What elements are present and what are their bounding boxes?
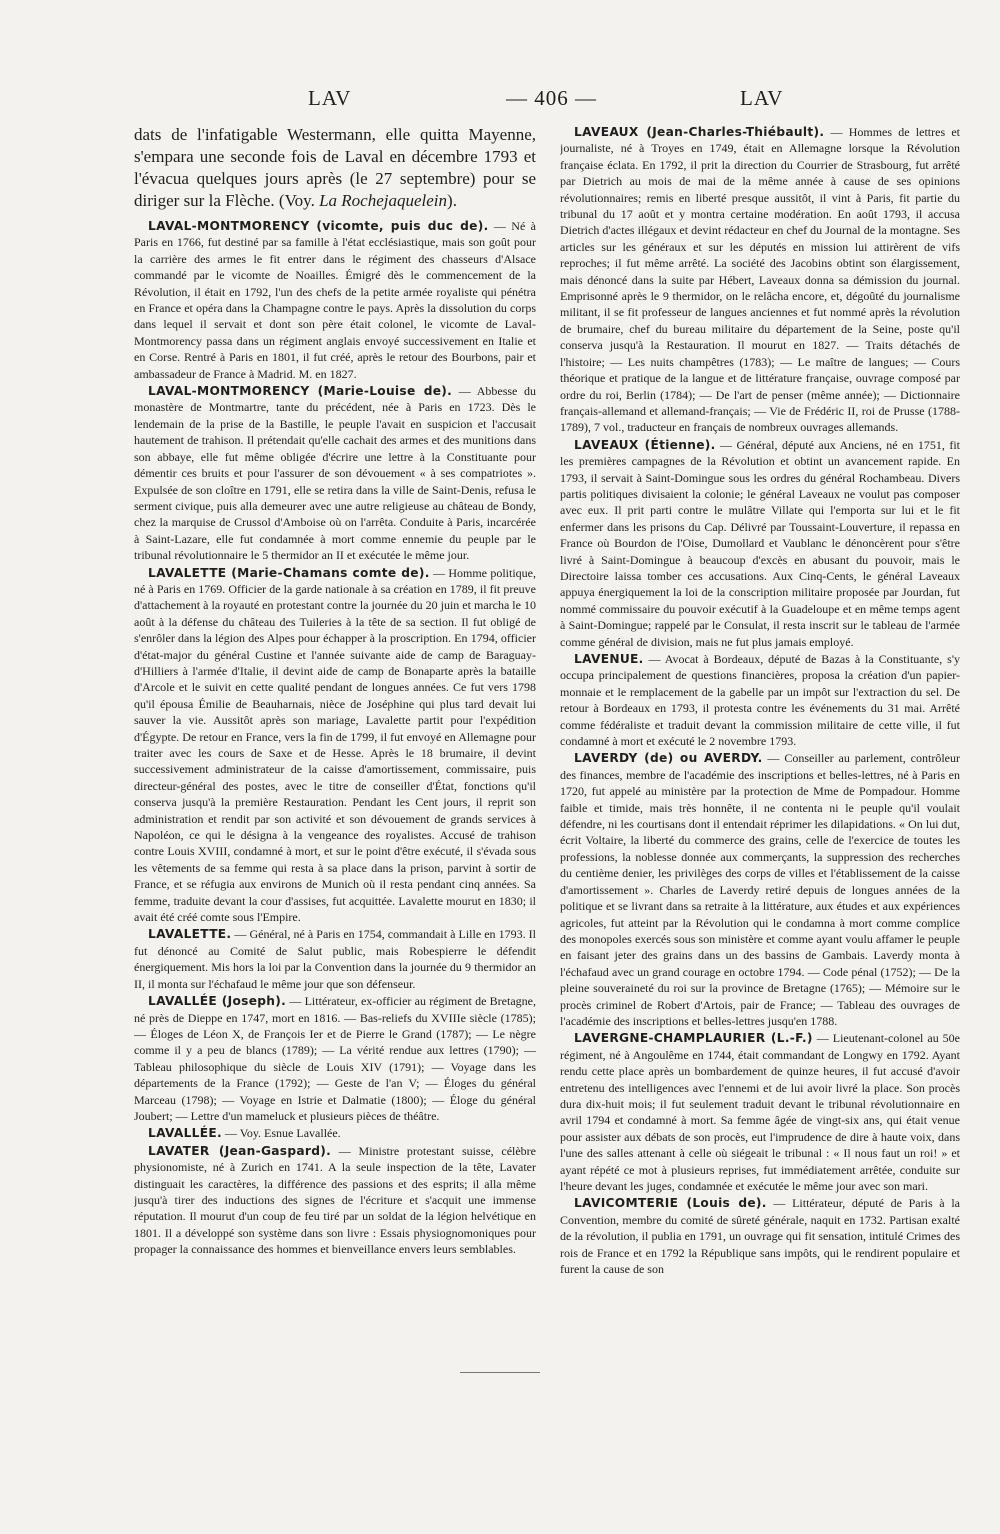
entry-headword: LAVALLÉE (Joseph). (148, 994, 287, 1009)
entry-body: — Conseiller au parlement, contrôleur des finances, membre de l'académie des inscriptions et belles-lettres, né à Paris en 1720, fut appelé au ministère par la protection de Mme de Pompadour. Homme faible et timide, mais très honnête, il ne contenta ni le peuple qu'il voulait défendre, ni les courtisans dont il entendait réprimer les dilapidations. « On lui dut, écrit Voltaire, la liberté du commerce des grains, celle de l'exercice de toutes les professions, la noblesse donnée aux commerçants, la suppression des recherches du centième denier, les privilèges des corps de villes et l'établissement de la caisse d'amortissement ». Charles de Laverdy retiré depuis de longues années de la politique et se livrant dans sa retraite à la littérature, aux études et aux expériences agricoles, fut atteint par la Révolution qui le condamna à mort comme complice des monopoles exercés sous son ministère et comme ayant voulu affamer le peuple en faisant jeter des grains dans un des bassins de Gambais. Laverdy monta à l'échafaud avec un grand courage en octobre 1794. — Code pénal (1752); — De la pleine souveraineté du roi sur la province de Bretagne (1765); — Mémoire sur le procès criminel de Robert d'Artois, pair de France; — Tableau des ouvrages de l'académie des inscriptions et belles-lettres jusqu'en 1788. (560, 751, 960, 1028)
entry-body: — Littérateur, ex-officier au régiment de Bretagne, né près de Dieppe en 1747, mort en 1816. — Bas-reliefs du XVIIIe siècle (1785); — Éloges de Léon X, de François Ier et de Pierre le Grand (1787); — Le nègre comme il y a peu de blancs (1789); — La vérité rendue aux lettres (1790); — Tableau philosophique du siècle de Louis XIV (1791); — Voyage dans les départements de la France (1792); — Geste de l'an V; — Éloges du général Marceau (1798); — Voyage en Istrie et Dalmatie (1800); — Éloge du général Joubert; — Lettre d'un mameluck et plusieurs pièces de théâtre. (134, 994, 536, 1123)
entry-headword: LAVALETTE (Marie-Chamans comte de). (148, 565, 430, 580)
entry-body: — Homme politique, né à Paris en 1769. Officier de la garde nationale à sa création en 1789, il fit preuve d'attachement à la royauté en protestant contre la journée du 20 juin et marcha le 10 août à la défense du château des Tuileries à la tête de sa section. Il fut obligé de s'enrôler dans la légion des Alpes pour échapper à la proscription. En 1794, officier d'état-major du général Custine et l'année suivante aide de camp de Baraguay-d'Hilliers à l'armée d'Italie, il devint aide de camp de Bonaparte après la bataille d'Arcole et le suivit en cette qualité pendant de longues années. Ce fut vers 1798 qu'il épousa Émilie de Beauharnais, nièce de Joséphine qui plus tard devait lui sauver la vie. Aussitôt après son mariage, Lavalette partit pour l'expédition d'Égypte. De retour en France, vers la fin de 1799, il fut envoyé en Allemagne pour traiter avec les cours de Saxe et de Hesse. Après le 18 brumaire, il devint successivement administrateur de la caisse d'amortissement, commissaire, puis directeur-général des postes, avec le titre de conseiller d'État, fonctions qu'il conserva jusqu'à la première Restauration. Pendant les Cent jours, il reprit son administration et rendit par son activité et son dévouement de grands services à Napoléon, ce qui le désigna à la vengeance des royalistes. Accusé de trahison contre Louis XVIII, condamné à mort, et sur le point d'être exécuté, il s'évada sous les vêtements de sa femme qui resta à sa place dans la prison, parvint à sortir de France, et se réfugia aux environs de Munich où il resta pendant cinq années. Sa femme, traduite devant la cour d'assises, fut acquittée. Lavalette mourut en 1830; il avait été créé comte sous l'Empire. (134, 565, 536, 925)
entry-headword: LAVATER (Jean-Gaspard). (148, 1143, 332, 1158)
entry-headword: LAVENUE. (574, 652, 644, 666)
entry-body: — Lieutenant-colonel au 50e régiment, né à Angoulême en 1744, était commandant de Longwy en 1792. Ayant rendu cette place après un bombardement de quinze heures, il fut accusé d'avoir entretenu des intelligences avec l'ennemi et de lui avoir livré la place. Son procès dura dix-huit mois; il fut seulement traduit devant le tribunal révolutionnaire en avril 1794 et condamné à mort. Sa femme âgée de vingt-six ans, qui était venue pour assister aux débats de son procès, eut l'imprudence de dire à haute voix, dans l'une des salles attenant à celle où siégeait le tribunal : « Il nous faut un roi! » et ayant répété ce mot à plusieurs reprises, fut immédiatement arrêtée, conduite sur l'heure devant les juges, condamnée et exécutée le même jour avec son mari. (560, 1031, 960, 1193)
right-column (560, 124, 960, 1374)
entry-body: — Né à Paris en 1766, fut destiné par sa famille à l'état ecclésiastique, mais son goût pour la carrière des armes le fit entrer dans le régiment des chasseurs d'Alsace commandé par le vicomte de Noailles. Émigré dès le commencement de la Révolution, il était en 1792, l'un des chefs de la petite armée royaliste qui pénétra en France et opéra dans la Champagne contre le pays. Après la dissolution du corps dans lequel il servait et dont son père était colonel, le vicomte de Laval-Montmorency passa dans un régiment anglais envoyé successivement en Italie et en Corse. Rentré à Paris en 1801, il fut créé, après le retour des Bourbons, pair et ambassadeur de France à Madrid. M. en 1827. (134, 219, 536, 381)
entry-body: — Hommes de lettres et journaliste, né à Troyes en 1749, était en Allemagne lorsque la Révolution française éclata. En 1792, il prit la direction du Courrier de Strasbourg, fut arrêté par Dietrich au mois de mai de la même année à cause de ses opinions révolutionnaires; remis en liberté presque aussitôt, il vint à Paris, fit partie du tribunal du 17 août et y montra certaine modération. En août 1793, il accusa Dietrich d'actes illégaux et devint rédacteur en chef du Journal de la montagne. Ses articles sur les généraux et sur les députés en mission lui attirèrent de vifs reproches; il fut même arrêté. La société des Jacobins obtint son élargissement, mais dénoncé dans la suite par Hébert, Laveaux donna sa démission du journal. Emprisonné après le 9 thermidor, on le relâcha encore, et, dégoûté du journalisme militant, il se fit professeur de langues anciennes et fut nommé après la révolution de brumaire, chef du bureau militaire du département de la Seine, poste qu'il conserva jusqu'à la Restauration. Il mourut en 1827. — Traits détachés de l'histoire; — Les nuits champêtres (1783); — Le maître de langues; — Cours théorique et pratique de la langue et de littérature française, ouvrage composé par ordre du roi, Berlin (1784); — De l'art de penser (même année); — Dictionnaire français-allemand et allemand-français; — Vie de Frédéric II, roi de Prusse (1788-1789), 7 vol., traducteur en français de nombreux ouvrages allemands. (560, 125, 960, 435)
continued-text (134, 124, 536, 212)
entry-body: — Général, né à Paris en 1754, commandait à Lille en 1793. Il fut dénoncé au Comité de Salut public, mais Robespierre le défendit énergiquement. Mis hors la loi par la Convention dans la journée du 9 thermidor an II, il monta sur l'échafaud le même jour que son défenseur. (134, 927, 536, 991)
entry-lavergne-champlaurier (560, 1030, 960, 1194)
entry-laval-montmorency-marie-louise (134, 383, 536, 563)
continued-text-tail: ). (447, 191, 457, 210)
entry-headword: LAVEAUX (Étienne). (574, 437, 716, 452)
entry-body: — Ministre protestant suisse, célèbre physionomiste, né à Zurich en 1741. A la seule inspection de la tête, Lavater distinguait les caractères, la différence des passions et des esprits; il alla même jusqu'à tirer des inductions des signes de l'écriture et s'acquit une immense réputation. Il mourut d'un coup de feu tiré par un soldat de la légion helvétique en 1801. Il a développé son système dans son livre : Essais physiognomoniques pour propager la connaissance des hommes et bienveillance envers leurs semblables. (134, 1143, 536, 1257)
entry-laveaux-etienne (560, 437, 960, 650)
running-header (130, 86, 970, 116)
entry-body: — Abbesse du monastère de Montmartre, tante du précédent, née à Paris en 1723. Dès le lendemain de la prise de la Bastille, le peuple l'avait en suspicion et l'accusait hautement de trahison. Il prétendait qu'elle cachait des armes et des munitions dans son abbaye, elle fut même obligée d'écrire une lettre à la Constituante pour démentir ces bruits et pour l'assurer de son dévouement « à ses compatriotes ». Expulsée de son cloître en 1791, elle se retira dans la ville de Saint-Denis, refusa le serment civique, puis alla demeurer avec une autre religieuse au château de Bondy, chez la marquise de Crussol d'Amboise où on l'arrêta. Conduite à Paris, incarcérée à Saint-Lazare, elle fut condamnée à mort comme ennemie du peuple par le tribunal révolutionnaire le 5 thermidor an II et exécutée le même jour. (134, 384, 536, 563)
entry-body: — Avocat à Bordeaux, député de Bazas à la Constituante, s'y occupa principalement de questions financières, proposa la création d'un papier-monnaie et le remplacement de la gabelle par un impôt sur l'extraction du sel. De retour à Bordeaux en 1793, il protesta contre les événements du 31 mai. Arrêté comme fédéraliste et traduit devant la commission militaire de cette ville, il fut condamné à mort et exécuté le 2 novembre 1793. (560, 652, 960, 749)
entry-body: — Voy. Esnue Lavallée. (221, 1126, 341, 1141)
entry-headword: LAVERDY (de) ou AVERDY. (574, 751, 763, 766)
bottom-divider (460, 1372, 540, 1373)
entry-headword: LAVICOMTERIE (Louis de). (574, 1196, 767, 1211)
entry-lavalette-comte (134, 565, 536, 926)
entry-headword: LAVALLÉE. (148, 1126, 222, 1141)
entry-headword: LAVERGNE-CHAMPLAURIER (L.-F.) (574, 1031, 813, 1046)
entry-lavater (134, 1143, 536, 1258)
entry-lavallee (134, 1125, 536, 1141)
entry-headword: LAVAL-MONTMORENCY (vicomte, puis duc de). (148, 219, 489, 233)
entry-headword: LAVALETTE. (148, 927, 232, 942)
entry-lavenue (560, 651, 960, 749)
entry-body: — Général, député aux Anciens, né en 1751, fit les premières campagnes de la Révolution et obtint un avancement rapide. En 1793, il servait à Saint-Domingue sous les ordres du général Rochambeau. Divers partis politiques divisaient la colonie; le général Laveaux ne voulut pas composer avec eux. Il prit parti contre le mulâtre Villate qui l'emporta sur lui et le fit enfermer dans les prisons du Cap. Délivré par Toussaint-Louverture, il repassa en France où Bourdon de l'Oise, Dumollard et Vaublanc le dénoncèrent pour s'être livré à Saint-Domingue à beaucoup d'excès en abusant du pouvoir, mais le Directoire laissa tomber ces accusations. Aux Cinq-Cents, le général Laveaux appuya énergiquement la loi de la conscription militaire proposée par Jourdan, fut nommé commissaire du pouvoir exécutif à la Guadeloupe et en même temps agent à Saint-Domingue; rappelé par le Consulat, il resta inscrit sur le tableau de l'armée comme général de division, mais ne fut plus jamais employé. (560, 437, 960, 649)
continued-text-body: dats de l'infatigable Westermann, elle quitta Mayenne, s'empara une seconde fois de Laval en décembre 1793 et l'évacua quelques jours après (le 27 septembre) pour se diriger sur la Flèche. (Voy. (134, 125, 536, 210)
header-right-word: LAV (740, 86, 784, 110)
entry-laverdy (560, 750, 960, 1029)
entry-lavicomterie (560, 1195, 960, 1277)
page-number: — 406 — (506, 86, 597, 110)
header-left-word: LAV (308, 86, 352, 110)
continued-text-reference: La Rochejaquelein (319, 191, 448, 210)
entry-laval-montmorency-vicomte (134, 218, 536, 382)
entry-headword: LAVAL-MONTMORENCY (Marie-Louise de). (148, 384, 453, 399)
entry-lavallee-joseph (134, 993, 536, 1124)
entry-headword: LAVEAUX (Jean-Charles-Thiébault). (574, 125, 825, 139)
entry-laveaux-jean-charles (560, 124, 960, 436)
left-column (134, 124, 536, 1364)
entry-body: — Littérateur, député de Paris à la Convention, membre du comité de sûreté générale, naquit en 1732. Partisan exalté de la révolution, il publia en 1791, un ouvrage qui fit sensation, intitulé Crimes des rois de France et en 1792 la République sans impôts, qui le rendirent populaire et furent la cause de son (560, 1196, 960, 1277)
entry-lavalette-general (134, 926, 536, 992)
